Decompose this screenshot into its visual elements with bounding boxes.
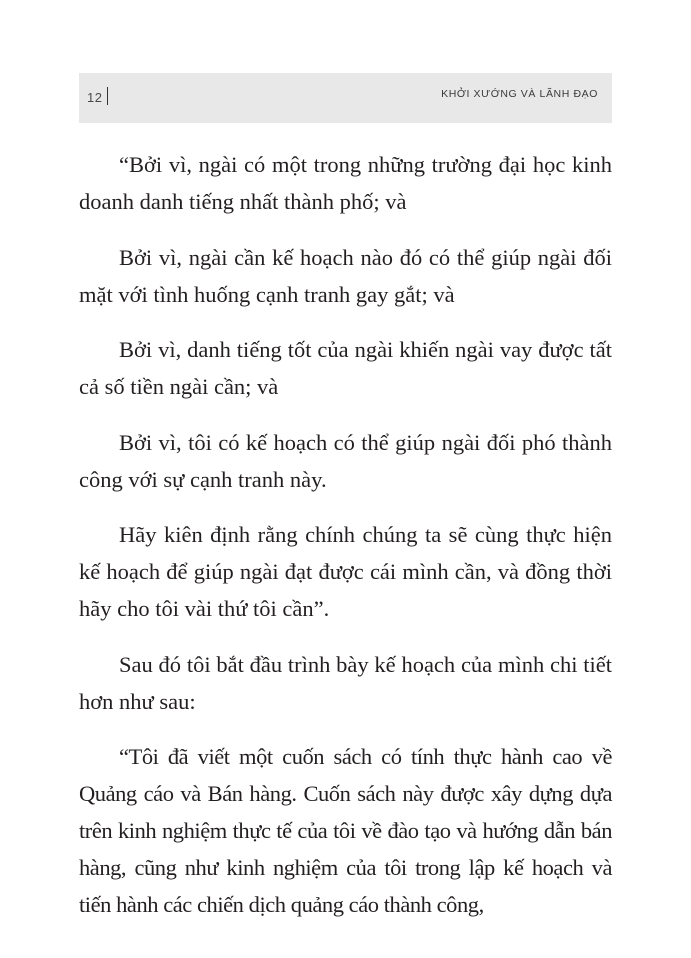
paragraph: Sau đó tôi bắt đầu trình bày kế hoạch của mình chi tiết hơn như sau: [79, 651, 612, 714]
paragraph: Bởi vì, tôi có kế hoạch có thể giúp ngài đối phó thành công với sự cạnh tranh này. [79, 429, 612, 492]
running-title: KHỞI XƯỚNG VÀ LÃNH ĐẠO [441, 88, 598, 100]
header-divider [107, 87, 108, 105]
paragraph: Bởi vì, danh tiếng tốt của ngài khiến ngài vay được tất cả số tiền ngài cần; và [79, 337, 612, 399]
paragraph: “Bởi vì, ngài có một trong những trường đại học kinh doanh danh tiếng nhất thành phố; và [79, 152, 612, 214]
paragraph: Bởi vì, ngài cần kế hoạch nào đó có thể giúp ngài đối mặt với tình huống cạnh tranh gay gắt; và [79, 244, 612, 307]
paragraph: Hãy kiên định rằng chính chúng ta sẽ cùng thực hiện kế hoạch để giúp ngài đạt được cái mình cần, và đồng thời hãy cho tôi vài thứ tôi cần”. [79, 522, 612, 621]
paragraph: “Tôi đã viết một cuốn sách có tính thực hành cao về Quảng cáo và Bán hàng. Cuốn sách này được xây dựng dựa trên kinh nghiệm thực tế của tôi về đào tạo và hướng dẫn bán hàng, cũng như kinh nghiệm của tôi trong lập kế hoạch và tiến hành các chiến dịch quảng cáo thành công, [79, 744, 612, 917]
page-header [79, 73, 612, 123]
page-number: 12 [87, 90, 103, 105]
body-text [79, 146, 612, 942]
